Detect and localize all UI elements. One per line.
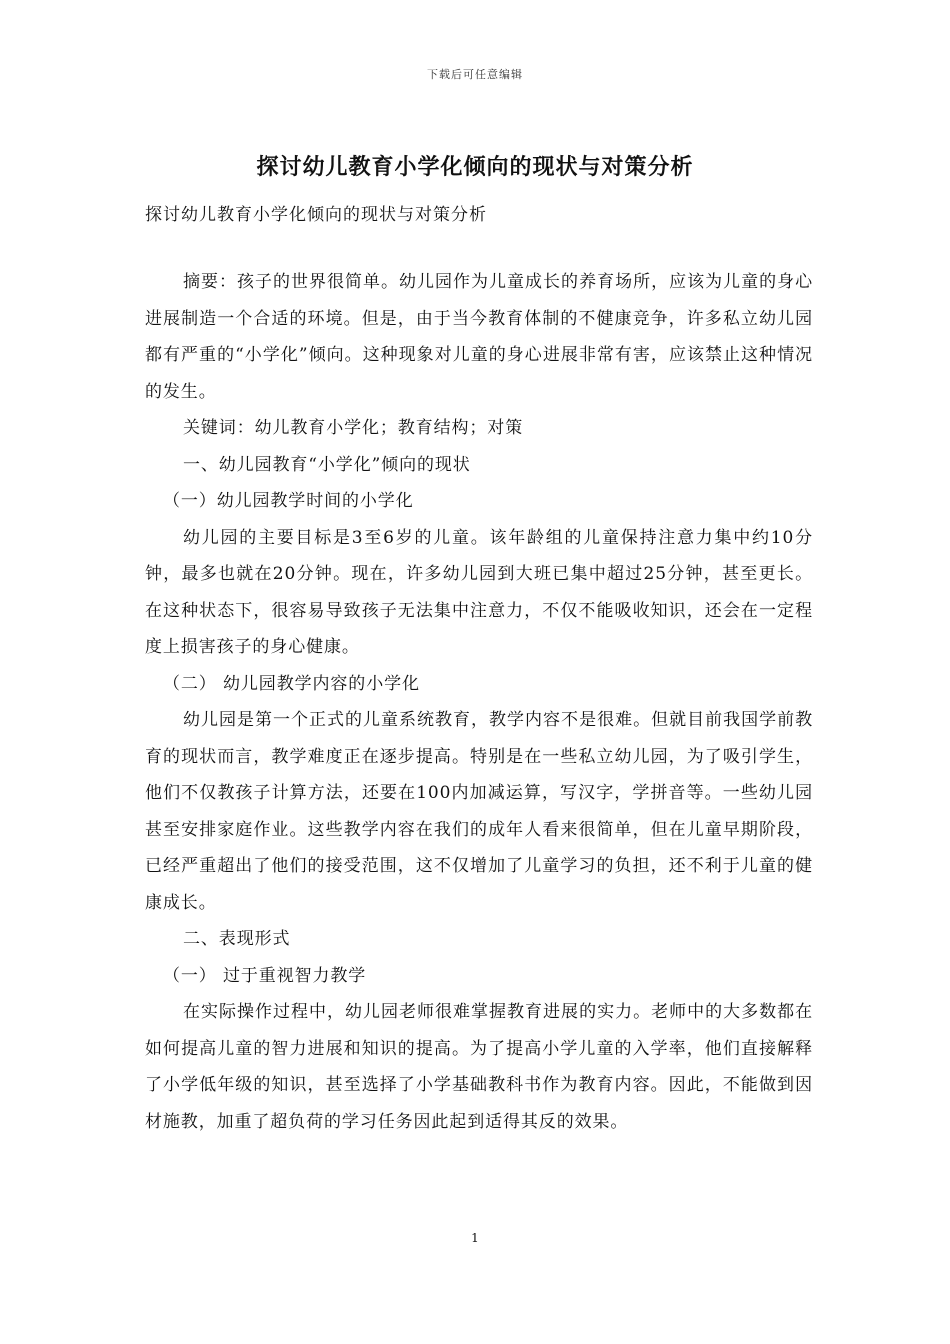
section-heading-1: 一、幼儿园教育“小学化”倾向的现状 bbox=[183, 454, 471, 475]
document-subtitle: 探讨幼儿教育小学化倾向的现状与对策分析 bbox=[145, 205, 487, 225]
subsection-heading-1-1: （一）幼儿园教学时间的小学化 bbox=[163, 491, 414, 511]
section-heading-2: 二、表现形式 bbox=[183, 929, 291, 949]
header-note: 下载后可任意编辑 bbox=[427, 68, 523, 81]
abstract-paragraph: 摘要：孩子的世界很简单。幼儿园作为儿童成长的养育场所，应该为儿童的身心进展制造一个合适的环境。但是，由于当今教育体制的不健康竞争，许多私立幼儿园都有严重的“小学化”倾向。这种现象对儿童的身心进展非常有害，应该禁止这种情况的发生。 bbox=[145, 272, 813, 402]
subsection-heading-1-2: （二） 幼儿园教学内容的小学化 bbox=[163, 673, 420, 694]
document-body bbox=[145, 264, 813, 1140]
keywords-line: 关键词：幼儿教育小学化；教育结构；对策 bbox=[183, 418, 524, 438]
body-paragraph: 在实际操作过程中，幼儿园老师很难掌握教育进展的实力。老师中的大多数都在如何提高儿童的智力进展和知识的提高。为了提高小学儿童的入学率，他们直接解释了小学低年级的知识，甚至选择了小学基础教科书作为教育内容。因此，不能做到因材施教，加重了超负荷的学习任务因此起到适得其反的效果。 bbox=[145, 1002, 813, 1132]
body-paragraph: 幼儿园的主要目标是3至6岁的儿童。该年龄组的儿童保持注意力集中约10分钟，最多也就在20分钟。现在，许多幼儿园到大班已集中超过25分钟，甚至更长。在这种状态下，很容易导致孩子无法集中注意力，不仅不能吸收知识，还会在一定程度上损害孩子的身心健康。 bbox=[145, 527, 813, 657]
body-paragraph: 幼儿园是第一个正式的儿童系统教育，教学内容不是很难。但就目前我国学前教育的现状而言，教学难度正在逐步提高。特别是在一些私立幼儿园，为了吸引学生，他们不仅教孩子计算方法，还要在100内加减运算，写汉字，学拼音等。一些幼儿园甚至安排家庭作业。这些教学内容在我们的成年人看来很简单，但在儿童早期阶段，已经严重超出了他们的接受范围，这不仅增加了儿童学习的负担，还不利于儿童的健康成长。 bbox=[145, 710, 813, 913]
document-title: 探讨幼儿教育小学化倾向的现状与对策分析 bbox=[256, 154, 694, 180]
subsection-heading-2-1: （一） 过于重视智力教学 bbox=[163, 965, 367, 986]
page-number: 1 bbox=[471, 1231, 479, 1245]
